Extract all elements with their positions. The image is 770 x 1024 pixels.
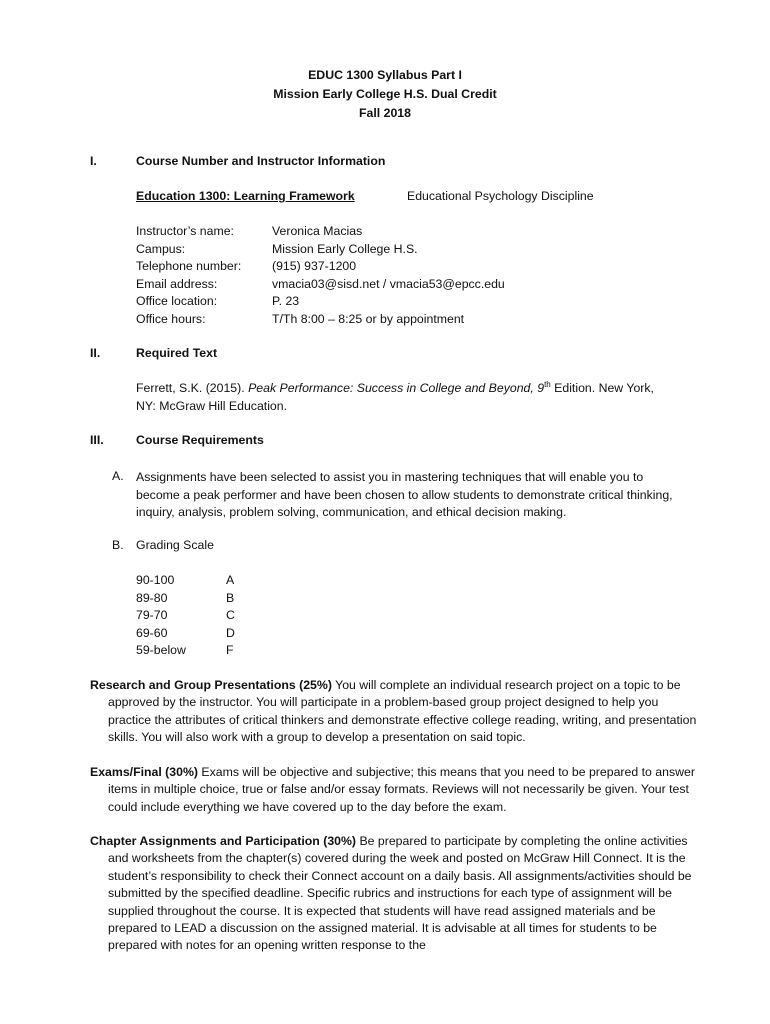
- grade-letter: D: [226, 625, 235, 640]
- info-row: [136, 259, 696, 277]
- required-text-citation: [136, 380, 676, 415]
- info-value: T/Th 8:00 – 8:25 or by appointment: [272, 311, 465, 326]
- info-row: [136, 277, 696, 295]
- component-title: Exams/Final (30%): [90, 765, 198, 779]
- component-description: Exams will be objective and subjective; this means that you need to be prepared to answer items in multiple choice, true or false and/or essay formats. Reviews will not necessarily be given. Your test could include everything we have covered up to the day before the exam.: [108, 765, 695, 814]
- info-value: vmacia03@sisd.net / vmacia53@epcc.edu: [272, 276, 505, 291]
- info-row: [136, 294, 696, 312]
- grade-row: [136, 626, 296, 644]
- header-school: Mission Early College H.S. Dual Credit: [273, 87, 497, 101]
- component-description: Be prepared to participate by completing the online activities and worksheets from the chapter(s) covered during the week and posted on McGraw Hill Connect. It is the student’s responsibility to check their Connect account on a daily basis. All assignments/activities should be submitted by the specified deadline. Specific rubrics and instructions for each type of assignment will be supplied throughout the course. It is expected that students will have read assigned materials and be prepared to LEAD a discussion on the assigned material. It is advisable at all times for students to be prepared with notes for an opening written response to the: [108, 834, 692, 953]
- grade-range: 59-below: [136, 643, 186, 657]
- exams-final-paragraph: [90, 764, 702, 816]
- component-description: You will complete an individual research project on a topic to be approved by the instructor. You will participate in a problem-based group project designed to help you practice the attributes of critical thinkers and demonstrate effective college reading, writing, and presentation skills. You will also work with a group to develop a presentation on said topic.: [108, 678, 697, 745]
- info-label: Email address:: [136, 276, 218, 291]
- info-label: Instructor’s name:: [136, 224, 234, 238]
- grade-letter: F: [226, 643, 234, 657]
- citation-superscript: th: [544, 379, 551, 389]
- citation-author: Ferrett, S.K. (2015).: [136, 381, 249, 395]
- item-a-text: Assignments have been selected to assist you in mastering techniques that will enable you to become a peak performer and have been chosen to allow students to demonstrate critical thinking, inquiry, analysis, problem solving, communication, and ethical decision making.: [136, 470, 673, 519]
- section-2-title: Required Text: [136, 346, 218, 360]
- grade-row: [136, 591, 296, 609]
- citation-book-title: Peak Performance: Success in College and Beyond, 9: [248, 381, 545, 395]
- info-value: Mission Early College H.S.: [272, 241, 418, 256]
- header-title: EDUC 1300 Syllabus Part I: [308, 68, 462, 82]
- info-label: Office location:: [136, 294, 218, 308]
- section-3-number: III.: [90, 433, 104, 447]
- info-row: [136, 224, 696, 242]
- grade-letter: C: [226, 608, 235, 622]
- course-discipline: Educational Psychology Discipline: [407, 189, 594, 203]
- citation-publisher: Edition. New York, NY: McGraw Hill Education.: [136, 381, 654, 413]
- grade-letter: B: [226, 590, 235, 605]
- section-2-number: II.: [90, 346, 101, 360]
- grade-range: 89-80: [136, 590, 168, 605]
- grade-letter: A: [226, 573, 235, 587]
- info-label: Office hours:: [136, 311, 206, 326]
- item-a-marker: A.: [112, 469, 124, 483]
- document-header: [0, 66, 770, 123]
- item-b-marker: B.: [112, 538, 124, 552]
- info-value: (915) 937-1200: [272, 259, 357, 273]
- section-1-title: Course Number and Instructor Information: [136, 154, 386, 168]
- grade-range: 79-70: [136, 608, 168, 622]
- component-title: Chapter Assignments and Participation (30%): [90, 834, 357, 848]
- section-3-title: Course Requirements: [136, 433, 264, 447]
- info-value: P. 23: [272, 294, 300, 308]
- research-presentations-paragraph: [90, 677, 702, 747]
- chapter-assignments-paragraph: [90, 833, 702, 958]
- grade-row: [136, 643, 296, 661]
- grade-range: 90-100: [136, 573, 175, 587]
- header-term: Fall 2018: [359, 106, 411, 120]
- grade-range: 69-60: [136, 625, 168, 640]
- info-row: [136, 312, 696, 330]
- grading-scale-label: Grading Scale: [136, 538, 214, 552]
- info-label: Campus:: [136, 241, 186, 256]
- section-1-number: I.: [90, 154, 97, 168]
- info-value: Veronica Macias: [272, 224, 363, 238]
- component-title: Research and Group Presentations (25%): [90, 678, 332, 692]
- grade-row: [136, 608, 296, 626]
- grade-row: [136, 573, 296, 591]
- course-name: Education 1300: Learning Framework: [136, 189, 355, 203]
- info-label: Telephone number:: [136, 259, 242, 273]
- info-row: [136, 242, 696, 260]
